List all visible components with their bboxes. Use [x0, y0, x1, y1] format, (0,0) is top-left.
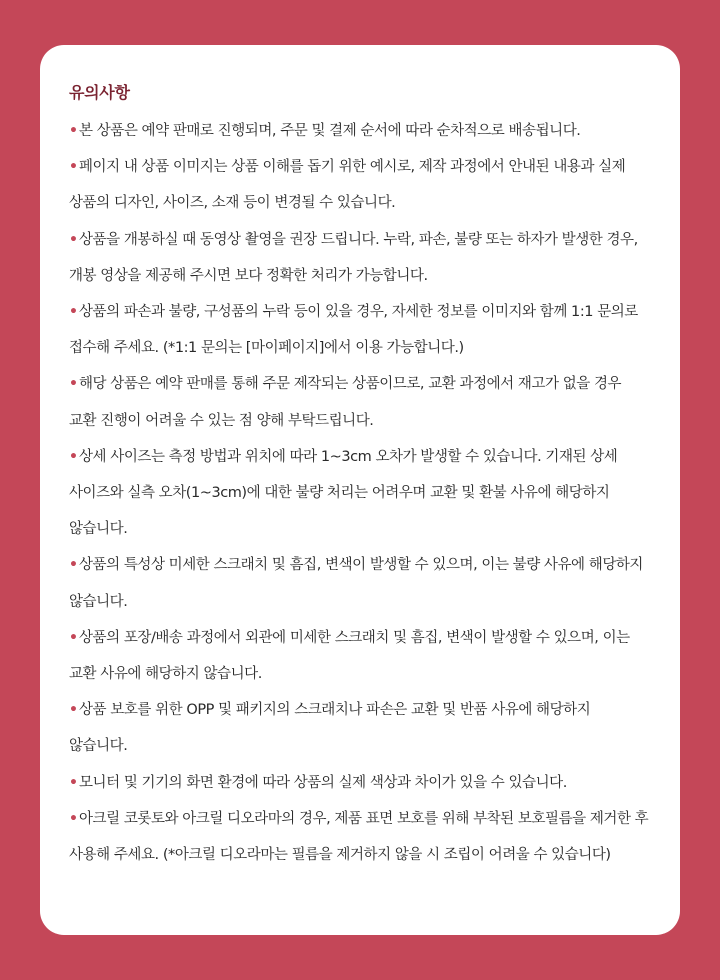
notice-title: 유의사항	[69, 83, 130, 102]
notice-item-text: 상품 보호를 위한 OPP 및 패키지의 스크래치나 파손은 교환 및 반품 사유에 해당하지 않습니다.	[69, 702, 591, 755]
notice-item-text: 상품의 파손과 불량, 구성품의 누락 등이 있을 경우, 자세한 정보를 이미지와 함께 1:1 문의로 접수해 주세요. (*1:1 문의는 [마이페이지]에서 이용 가능합니다.)	[69, 304, 638, 357]
notice-item	[69, 366, 652, 438]
notice-item	[69, 620, 652, 692]
notice-item	[69, 439, 652, 548]
bullet-icon: •	[69, 557, 78, 574]
notice-item	[69, 692, 652, 764]
bullet-icon: •	[69, 123, 78, 139]
notice-item-text: 모니터 및 기기의 화면 환경에 따라 상품의 실제 색상과 차이가 있을 수 있습니다.	[79, 774, 567, 791]
bullet-icon: •	[69, 810, 78, 827]
bullet-icon: •	[69, 629, 78, 646]
bullet-icon: •	[69, 231, 78, 248]
notice-list	[69, 113, 652, 873]
notice-item-text: 상품을 개봉하실 때 동영상 촬영을 권장 드립니다. 누락, 파손, 불량 또는 하자가 발생한 경우, 개봉 영상을 제공해 주시면 보다 정확한 처리가 가능합니다.	[69, 231, 638, 284]
notice-item-text: 본 상품은 예약 판매로 진행되며, 주문 및 결제 순서에 따라 순차적으로 배송됩니다.	[79, 123, 581, 139]
notice-item-text: 해당 상품은 예약 판매를 통해 주문 제작되는 상품이므로, 교환 과정에서 재고가 없을 경우 교환 진행이 어려울 수 있는 점 양해 부탁드립니다.	[69, 376, 622, 429]
bullet-icon: •	[69, 702, 78, 719]
bullet-icon: •	[69, 376, 78, 393]
notice-item	[69, 113, 652, 149]
notice-card	[40, 45, 680, 935]
notice-item	[69, 149, 652, 221]
notice-item	[69, 222, 652, 294]
notice-item	[69, 294, 652, 366]
bullet-icon: •	[69, 304, 78, 321]
notice-item-text: 페이지 내 상품 이미지는 상품 이해를 돕기 위한 예시로, 제작 과정에서 안내된 내용과 실제 상품의 디자인, 사이즈, 소재 등이 변경될 수 있습니다.	[69, 159, 626, 212]
notice-item	[69, 801, 652, 873]
bullet-icon: •	[69, 774, 78, 791]
notice-item	[69, 547, 652, 619]
bullet-icon: •	[69, 159, 78, 176]
notice-item	[69, 765, 652, 801]
notice-item-text: 상품의 포장/배송 과정에서 외관에 미세한 스크래치 및 흠집, 변색이 발생할 수 있으며, 이는 교환 사유에 해당하지 않습니다.	[69, 629, 630, 683]
notice-item-text: 상품의 특성상 미세한 스크래치 및 흠집, 변색이 발생할 수 있으며, 이는 불량 사유에 해당하지 않습니다.	[69, 557, 643, 610]
notice-item-text: 아크릴 코롯토와 아크릴 디오라마의 경우, 제품 표면 보호를 위해 부착된 보호필름을 제거한 후 사용해 주세요. (*아크릴 디오라마는 필름을 제거하지 않을 시 조립이 어려울 수 있습니다)	[69, 810, 649, 864]
notice-item-text: 상세 사이즈는 측정 방법과 위치에 따라 1~3cm 오차가 발생할 수 있습니다. 기재된 상세 사이즈와 실측 오차(1~3cm)에 대한 불량 처리는 어려우며 교환 및 환불 사유에 해당하지 않습니다.	[69, 448, 618, 538]
bullet-icon: •	[69, 448, 78, 465]
